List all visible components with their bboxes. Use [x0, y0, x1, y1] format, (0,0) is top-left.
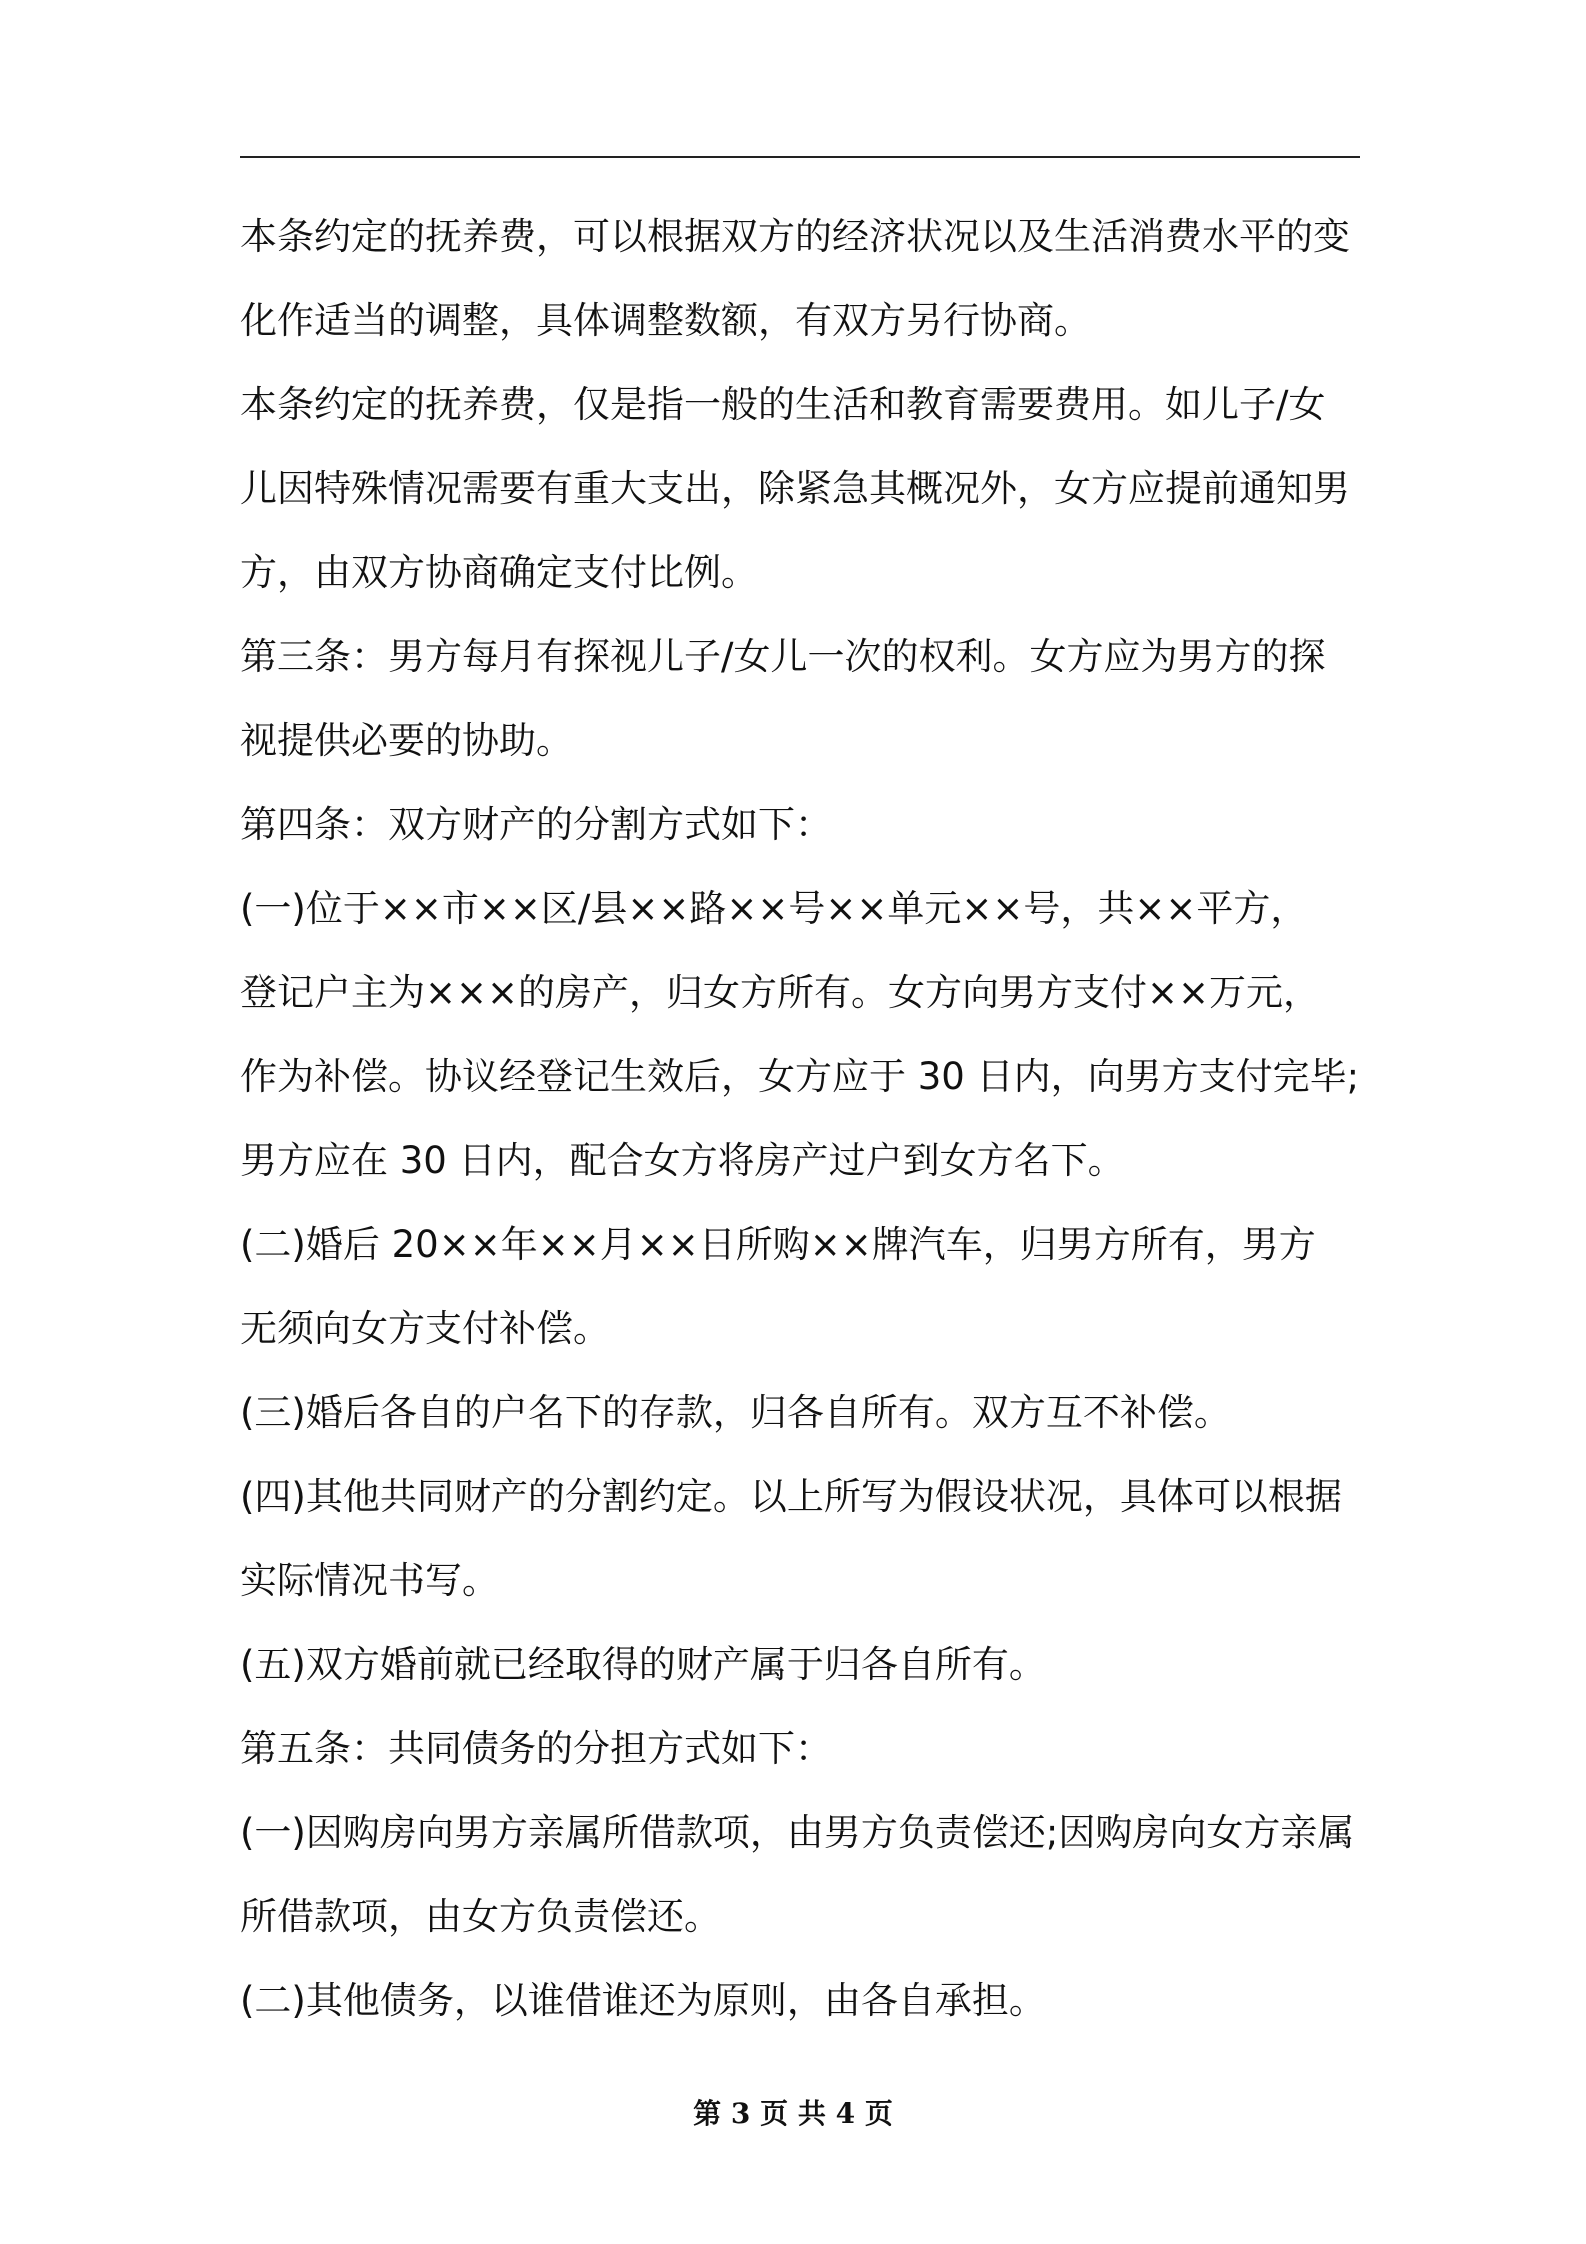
- text-line: 视提供必要的协助。: [240, 719, 573, 762]
- text-line: (一)因购房向男方亲属所借款项，由男方负责偿还;因购房向女方亲属: [240, 1811, 1355, 1854]
- text-line: (一)位于××市××区/县××路××号××单元××号，共××平方，: [240, 887, 1308, 930]
- text-line: 儿因特殊情况需要有重大支出，除紧急其概况外，女方应提前通知男: [240, 467, 1350, 510]
- text-line: (二)婚后 20××年××月××日所购××牌汽车，归男方所有，男方: [240, 1223, 1316, 1266]
- text-line: (五)双方婚前就已经取得的财产属于归各自所有。: [240, 1643, 1046, 1686]
- text-line: 登记户主为×××的房产，归女方所有。女方向男方支付××万元，: [240, 971, 1321, 1014]
- text-line: 第三条：男方每月有探视儿子/女儿一次的权利。女方应为男方的探: [240, 635, 1326, 678]
- text-line: 作为补偿。协议经登记生效后，女方应于 30 日内，向男方支付完毕;: [240, 1055, 1360, 1098]
- document-body: [240, 195, 1365, 2043]
- text-line: 本条约定的抚养费，仅是指一般的生活和教育需要费用。如儿子/女: [240, 383, 1326, 426]
- text-line: (二)其他债务，以谁借谁还为原则，由各自承担。: [240, 1979, 1046, 2022]
- text-line: 本条约定的抚养费，可以根据双方的经济状况以及生活消费水平的变: [240, 215, 1350, 258]
- text-line: 第四条：双方财产的分割方式如下：: [240, 803, 832, 846]
- page-number: 第 3 页 共 4 页: [693, 2097, 893, 2130]
- text-line: 男方应在 30 日内，配合女方将房产过户到女方名下。: [240, 1139, 1125, 1182]
- text-line: 所借款项，由女方负责偿还。: [240, 1895, 721, 1938]
- header-rule: [240, 156, 1360, 158]
- text-line: 无须向女方支付补偿。: [240, 1307, 610, 1350]
- text-line: 第五条：共同债务的分担方式如下：: [240, 1727, 832, 1770]
- text-line: (三)婚后各自的户名下的存款，归各自所有。双方互不补偿。: [240, 1391, 1231, 1434]
- text-line: 化作适当的调整，具体调整数额，有双方另行协商。: [240, 299, 1091, 342]
- text-line: 实际情况书写。: [240, 1559, 499, 1602]
- text-line: (四)其他共同财产的分割约定。以上所写为假设状况，具体可以根据: [240, 1475, 1342, 1518]
- text-line: 方，由双方协商确定支付比例。: [240, 551, 758, 594]
